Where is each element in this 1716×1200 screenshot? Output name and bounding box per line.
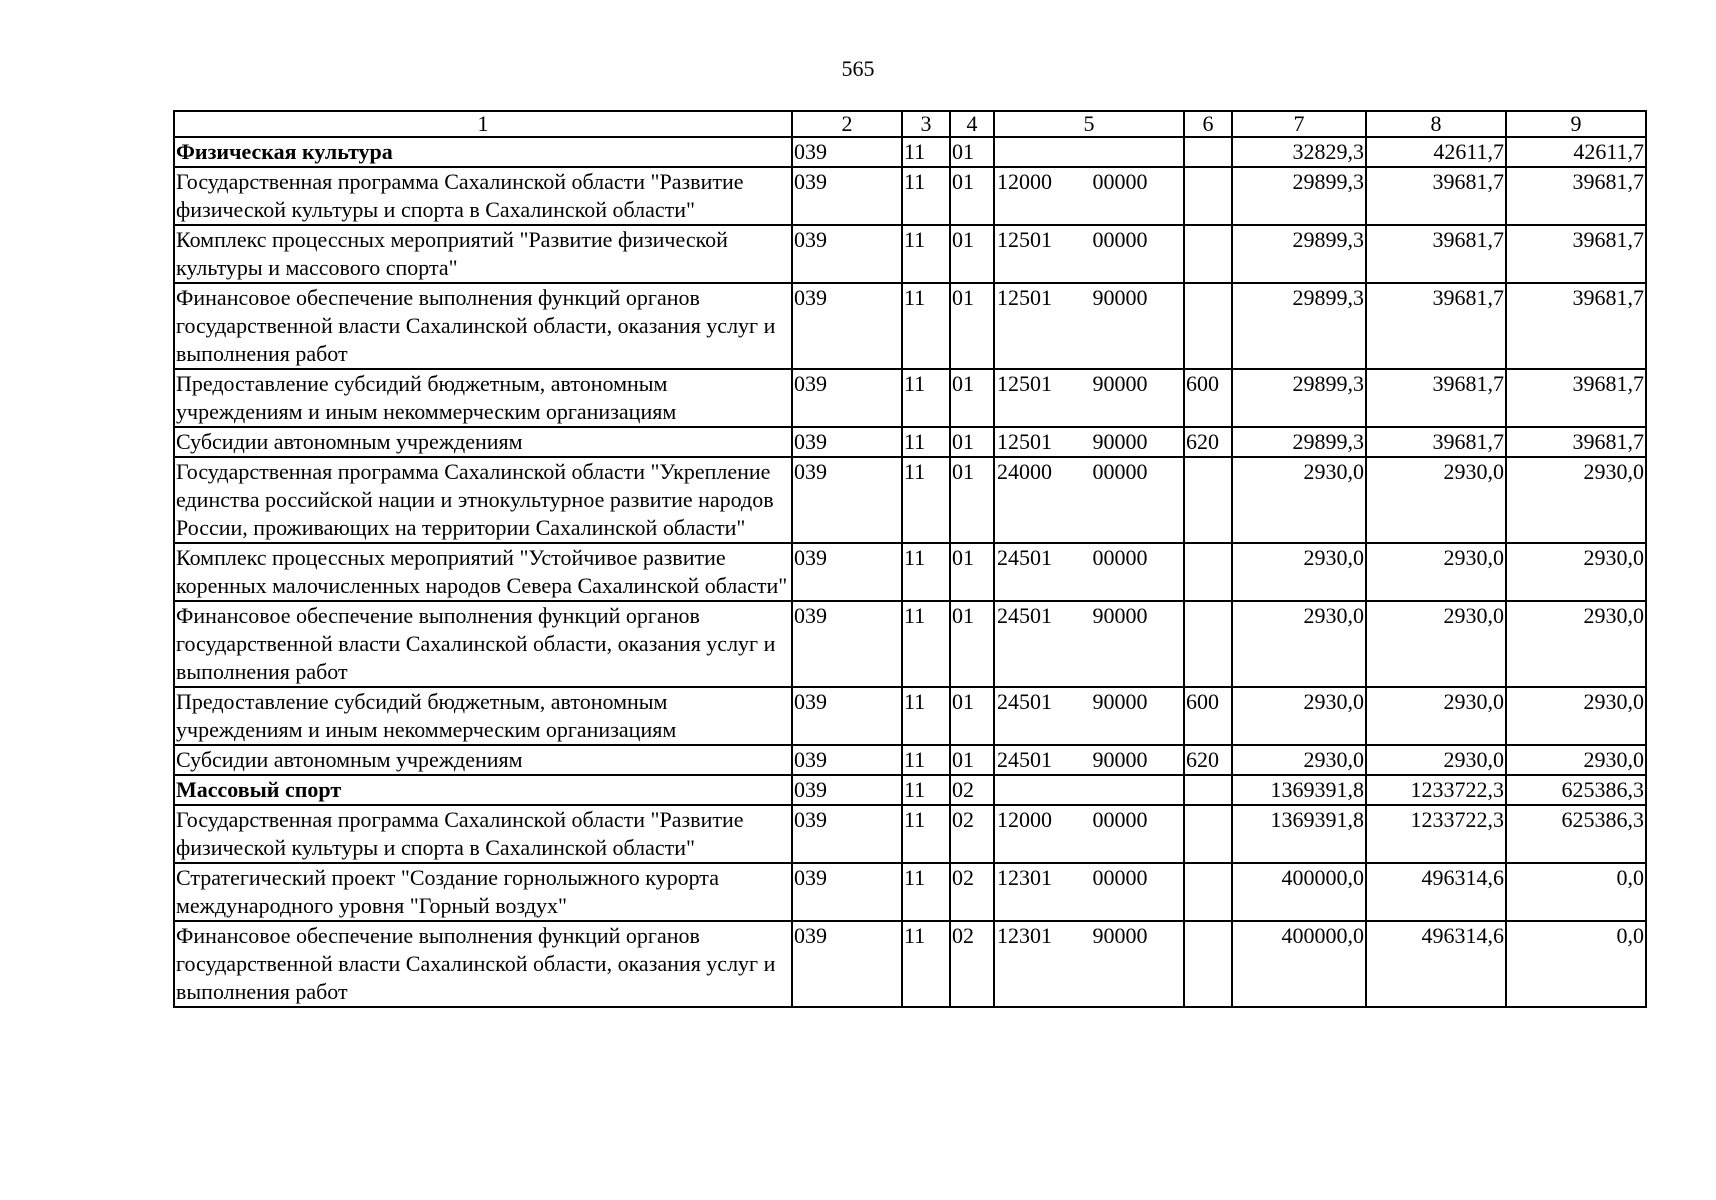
section-code: 11	[902, 427, 950, 457]
expense-type-code	[1184, 543, 1232, 601]
ministry-code: 039	[792, 921, 902, 1007]
amount-col-8: 2930,0	[1366, 457, 1506, 543]
target-article-code	[994, 921, 1184, 1007]
amount-col-7: 29899,3	[1232, 225, 1366, 283]
amount-col-9: 0,0	[1506, 921, 1646, 1007]
amount-col-9: 2930,0	[1506, 687, 1646, 745]
target-article-direction: 00000	[1092, 459, 1148, 484]
header-cell: 1	[174, 111, 792, 137]
header-cell: 5	[994, 111, 1184, 137]
row-name: Государственная программа Сахалинской области "Развитие физической культуры и спорта в Сахалинской области"	[174, 167, 792, 225]
section-code: 11	[902, 137, 950, 167]
amount-col-7: 29899,3	[1232, 427, 1366, 457]
expense-type-code	[1184, 137, 1232, 167]
amount-col-7: 400000,0	[1232, 863, 1366, 921]
target-article-code	[994, 137, 1184, 167]
amount-col-8: 42611,7	[1366, 137, 1506, 167]
amount-col-9: 2930,0	[1506, 543, 1646, 601]
amount-col-8: 39681,7	[1366, 427, 1506, 457]
ministry-code: 039	[792, 137, 902, 167]
target-article-code	[994, 775, 1184, 805]
target-article-direction: 00000	[1092, 169, 1148, 194]
table-row	[174, 427, 1646, 457]
expense-type-code: 600	[1184, 369, 1232, 427]
expense-type-code	[1184, 283, 1232, 369]
target-article-code	[994, 863, 1184, 921]
section-code: 11	[902, 805, 950, 863]
ministry-code: 039	[792, 745, 902, 775]
row-name: Массовый спорт	[174, 775, 792, 805]
section-code: 11	[902, 863, 950, 921]
section-code: 11	[902, 225, 950, 283]
subsection-code: 01	[950, 601, 994, 687]
amount-col-9: 39681,7	[1506, 283, 1646, 369]
subsection-code: 01	[950, 745, 994, 775]
target-article-program: 12000	[997, 169, 1052, 194]
amount-col-9: 625386,3	[1506, 775, 1646, 805]
amount-col-9: 2930,0	[1506, 745, 1646, 775]
table-row	[174, 805, 1646, 863]
amount-col-8: 2930,0	[1366, 601, 1506, 687]
table-row	[174, 167, 1646, 225]
subsection-code: 01	[950, 167, 994, 225]
header-cell: 3	[902, 111, 950, 137]
row-name: Субсидии автономным учреждениям	[174, 745, 792, 775]
subsection-code: 02	[950, 921, 994, 1007]
target-article-program: 24501	[997, 689, 1052, 714]
amount-col-7: 2930,0	[1232, 601, 1366, 687]
amount-col-8: 2930,0	[1366, 543, 1506, 601]
table-row	[174, 457, 1646, 543]
table-row	[174, 863, 1646, 921]
amount-col-9: 39681,7	[1506, 225, 1646, 283]
target-article-code	[994, 283, 1184, 369]
amount-col-8: 496314,6	[1366, 863, 1506, 921]
target-article-program: 12501	[997, 285, 1052, 310]
expense-type-code	[1184, 863, 1232, 921]
amount-col-7: 29899,3	[1232, 167, 1366, 225]
target-article-direction: 90000	[1092, 371, 1148, 396]
amount-col-8: 39681,7	[1366, 167, 1506, 225]
expense-type-code	[1184, 921, 1232, 1007]
header-cell: 4	[950, 111, 994, 137]
ministry-code: 039	[792, 775, 902, 805]
ministry-code: 039	[792, 369, 902, 427]
ministry-code: 039	[792, 543, 902, 601]
target-article-direction: 00000	[1092, 227, 1148, 252]
target-article-code	[994, 543, 1184, 601]
row-name: Субсидии автономным учреждениям	[174, 427, 792, 457]
expense-type-code: 620	[1184, 427, 1232, 457]
row-name: Финансовое обеспечение выполнения функций органов государственной власти Сахалинской области, оказания услуг и выполнения работ	[174, 601, 792, 687]
amount-col-7: 32829,3	[1232, 137, 1366, 167]
ministry-code: 039	[792, 283, 902, 369]
target-article-program: 24501	[997, 545, 1052, 570]
table-row	[174, 137, 1646, 167]
target-article-code	[994, 745, 1184, 775]
target-article-code	[994, 225, 1184, 283]
amount-col-9: 625386,3	[1506, 805, 1646, 863]
target-article-program: 12301	[997, 923, 1052, 948]
section-code: 11	[902, 687, 950, 745]
amount-col-7: 29899,3	[1232, 369, 1366, 427]
amount-col-8: 1233722,3	[1366, 805, 1506, 863]
row-name: Комплекс процессных мероприятий "Развитие физической культуры и массового спорта"	[174, 225, 792, 283]
target-article-program: 24501	[997, 747, 1052, 772]
amount-col-9: 0,0	[1506, 863, 1646, 921]
subsection-code: 02	[950, 863, 994, 921]
ministry-code: 039	[792, 225, 902, 283]
amount-col-7: 29899,3	[1232, 283, 1366, 369]
amount-col-8: 2930,0	[1366, 745, 1506, 775]
row-name: Стратегический проект "Создание горнолыжного курорта международного уровня "Горный воздух"	[174, 863, 792, 921]
amount-col-9: 39681,7	[1506, 427, 1646, 457]
target-article-code	[994, 369, 1184, 427]
row-name: Финансовое обеспечение выполнения функций органов государственной власти Сахалинской области, оказания услуг и выполнения работ	[174, 921, 792, 1007]
section-code: 11	[902, 167, 950, 225]
section-code: 11	[902, 601, 950, 687]
section-code: 11	[902, 775, 950, 805]
section-code: 11	[902, 921, 950, 1007]
target-article-direction: 90000	[1092, 747, 1148, 772]
amount-col-7: 1369391,8	[1232, 775, 1366, 805]
header-row	[174, 111, 1646, 137]
budget-table	[173, 110, 1647, 1008]
amount-col-7: 2930,0	[1232, 687, 1366, 745]
target-article-code	[994, 687, 1184, 745]
subsection-code: 01	[950, 225, 994, 283]
row-name: Государственная программа Сахалинской области "Развитие физической культуры и спорта в Сахалинской области"	[174, 805, 792, 863]
ministry-code: 039	[792, 167, 902, 225]
subsection-code: 01	[950, 283, 994, 369]
subsection-code: 02	[950, 775, 994, 805]
section-code: 11	[902, 283, 950, 369]
amount-col-8: 2930,0	[1366, 687, 1506, 745]
amount-col-8: 39681,7	[1366, 283, 1506, 369]
header-cell: 6	[1184, 111, 1232, 137]
subsection-code: 01	[950, 369, 994, 427]
table-row	[174, 283, 1646, 369]
section-code: 11	[902, 745, 950, 775]
amount-col-7: 2930,0	[1232, 543, 1366, 601]
amount-col-8: 39681,7	[1366, 369, 1506, 427]
expense-type-code	[1184, 167, 1232, 225]
header-cell: 8	[1366, 111, 1506, 137]
subsection-code: 01	[950, 427, 994, 457]
target-article-direction: 00000	[1092, 807, 1148, 832]
table-row	[174, 369, 1646, 427]
ministry-code: 039	[792, 427, 902, 457]
table-row	[174, 921, 1646, 1007]
section-code: 11	[902, 457, 950, 543]
amount-col-9: 39681,7	[1506, 369, 1646, 427]
expense-type-code: 600	[1184, 687, 1232, 745]
target-article-direction: 00000	[1092, 545, 1148, 570]
amount-col-8: 1233722,3	[1366, 775, 1506, 805]
amount-col-8: 496314,6	[1366, 921, 1506, 1007]
expense-type-code: 620	[1184, 745, 1232, 775]
header-cell: 2	[792, 111, 902, 137]
amount-col-7: 2930,0	[1232, 745, 1366, 775]
table-row	[174, 687, 1646, 745]
target-article-program: 12501	[997, 227, 1052, 252]
expense-type-code	[1184, 601, 1232, 687]
table-row	[174, 745, 1646, 775]
ministry-code: 039	[792, 687, 902, 745]
target-article-direction: 90000	[1092, 285, 1148, 310]
target-article-program: 12000	[997, 807, 1052, 832]
amount-col-9: 2930,0	[1506, 457, 1646, 543]
ministry-code: 039	[792, 601, 902, 687]
target-article-program: 12301	[997, 865, 1052, 890]
amount-col-7: 2930,0	[1232, 457, 1366, 543]
row-name: Физическая культура	[174, 137, 792, 167]
section-code: 11	[902, 543, 950, 601]
amount-col-7: 1369391,8	[1232, 805, 1366, 863]
amount-col-8: 39681,7	[1366, 225, 1506, 283]
expense-type-code	[1184, 225, 1232, 283]
expense-type-code	[1184, 805, 1232, 863]
target-article-program: 12501	[997, 371, 1052, 396]
subsection-code: 01	[950, 687, 994, 745]
header-cell: 9	[1506, 111, 1646, 137]
target-article-code	[994, 427, 1184, 457]
target-article-program: 24000	[997, 459, 1052, 484]
target-article-direction: 90000	[1092, 923, 1148, 948]
ministry-code: 039	[792, 805, 902, 863]
row-name: Комплекс процессных мероприятий "Устойчивое развитие коренных малочисленных народов Севера Сахалинской области"	[174, 543, 792, 601]
expense-type-code	[1184, 457, 1232, 543]
amount-col-7: 400000,0	[1232, 921, 1366, 1007]
target-article-program: 24501	[997, 603, 1052, 628]
target-article-code	[994, 805, 1184, 863]
ministry-code: 039	[792, 863, 902, 921]
target-article-code	[994, 457, 1184, 543]
amount-col-9: 39681,7	[1506, 167, 1646, 225]
table-row	[174, 775, 1646, 805]
row-name: Финансовое обеспечение выполнения функций органов государственной власти Сахалинской области, оказания услуг и выполнения работ	[174, 283, 792, 369]
table-row	[174, 601, 1646, 687]
row-name: Государственная программа Сахалинской области "Укрепление единства российской нации и этнокультурное развитие народов России, проживающих на территории Сахалинской области"	[174, 457, 792, 543]
table-row	[174, 225, 1646, 283]
target-article-program: 12501	[997, 429, 1052, 454]
page-number: 565	[841, 56, 875, 81]
subsection-code: 01	[950, 457, 994, 543]
ministry-code: 039	[792, 457, 902, 543]
target-article-code	[994, 167, 1184, 225]
row-name: Предоставление субсидий бюджетным, автономным учреждениям и иным некоммерческим организациям	[174, 369, 792, 427]
subsection-code: 02	[950, 805, 994, 863]
target-article-direction: 90000	[1092, 689, 1148, 714]
amount-col-9: 42611,7	[1506, 137, 1646, 167]
target-article-direction: 90000	[1092, 603, 1148, 628]
target-article-code	[994, 601, 1184, 687]
section-code: 11	[902, 369, 950, 427]
target-article-direction: 00000	[1092, 865, 1148, 890]
row-name: Предоставление субсидий бюджетным, автономным учреждениям и иным некоммерческим организациям	[174, 687, 792, 745]
expense-type-code	[1184, 775, 1232, 805]
subsection-code: 01	[950, 137, 994, 167]
amount-col-9: 2930,0	[1506, 601, 1646, 687]
target-article-direction: 90000	[1092, 429, 1148, 454]
subsection-code: 01	[950, 543, 994, 601]
header-cell: 7	[1232, 111, 1366, 137]
table-row	[174, 543, 1646, 601]
